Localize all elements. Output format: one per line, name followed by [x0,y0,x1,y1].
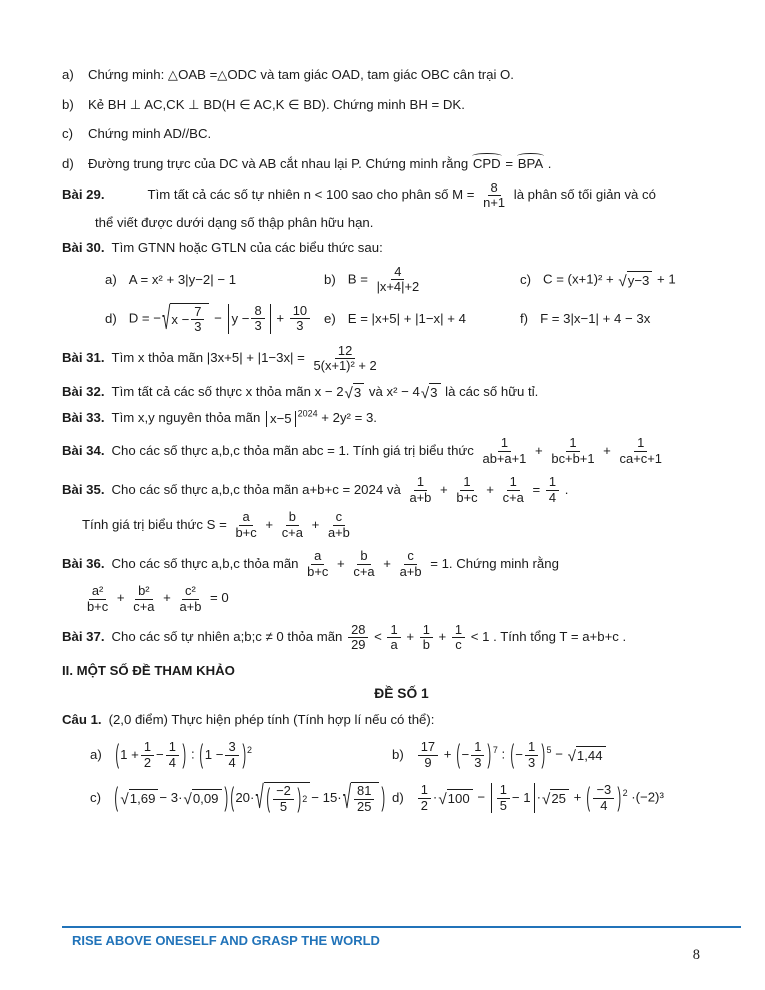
fraction: $\frac{12}{\text{5(x+1)² + 2}}$ [313,342,377,374]
angle-arc: BPA [517,155,544,171]
problem-label: Bài 33. [62,410,105,426]
doc-line [62,215,741,232]
fraction: $\frac{10}{3}$ [290,304,310,334]
line-text: Cho các số thực a,b,c thỏa mãn $\frac{a}{b+c}$ + $\frac{b}{c+a}$ + $\frac{c}{a+b}$ = 1. Chứng minh rằng [111,548,559,579]
fraction: $\frac{7}{3}$ [191,305,204,335]
math-cell [520,311,741,328]
exercise-row [62,302,741,338]
line-text: Đường trung trực của DC và AB cắt nhau lại P. Chứng minh rằng CPD = BPA . [88,155,552,171]
fraction: $\frac{4}{|x+4|+2}$ [376,263,420,295]
paren-group: ( √ 1,69 − 3· √ 0,09 ) [114,781,228,812]
fraction: $\frac{1}{2}$ [418,783,431,813]
problem-label: Bài 35. [62,481,105,497]
fraction: $\frac{1}{ca+c+1}$ [619,435,662,466]
item-label: b) [324,271,336,287]
sqrt: √ x − $\frac{7}{3}$ [162,303,209,335]
paren-group: ( $\frac{-2}{5}$ ) [266,782,301,814]
doc-line [62,549,741,579]
doc-line [62,126,741,143]
formula [113,781,387,817]
item-label: c) [90,789,101,805]
math-cell [62,781,392,817]
fraction: $\frac{a}{b+c}$ [235,509,257,540]
fraction: $\frac{\text{c²}}{a+b}$ [179,583,202,614]
fraction: $\frac{3}{4}$ [225,740,238,770]
formula: A = x² + 3|y−2| − 1 [128,271,237,287]
doc-line [62,584,741,614]
sqrt: √ 3 [421,383,441,402]
fraction: $\frac{a}{b+c}$ [307,548,329,579]
math-cell [392,783,741,813]
paren-group: ( 1 + $\frac{1}{2}$ − $\frac{1}{4}$ ) [115,738,186,770]
math-cell [62,272,324,289]
doc-line [62,436,741,466]
formula: D = − √ x − $\frac{7}{3}$ − y − $\frac{8}{3}$ + $\frac{10}{3}$ [129,303,312,335]
sqrt: √ 0,09 [184,789,222,808]
line-text: Tính giá trị biểu thức S = $\frac{a}{b+c}$ + $\frac{b}{c+a}$ + $\frac{c}{a+b}$ [82,517,355,532]
fraction: $\frac{17}{9}$ [418,740,438,770]
sqrt: √ 25 [542,789,569,808]
formula: C = (x+1)² + √ y−3 + 1 [543,271,676,290]
fraction: $\frac{1}{3}$ [471,740,484,770]
fraction: $\frac{b}{c+a}$ [353,548,375,579]
exercise-row [62,265,741,295]
math-cell [520,271,741,290]
line-text: Cho các số tự nhiên a;b;c ≠ 0 thỏa mãn $\frac{28}{29}$ < $\frac{1}{a}$ + $\frac{1}{b}$ + $\frac{1}{c}$ < 1 . Tính tổng T = a+b+c . [111,621,627,653]
fraction: $\frac{c}{a+b}$ [327,509,350,540]
line-text: $\frac{\text{a²}}{b+c}$ + $\frac{\text{b²}}{c+a}$ + $\frac{\text{c²}}{a+b}$ = 0 [82,590,229,605]
fraction: $\frac{\text{a²}}{b+c}$ [87,583,109,614]
doc-line [62,475,741,505]
paren-group: ( $\frac{-3}{4}$ ) [586,781,622,813]
problem-label: Bài 29. [62,187,105,203]
exercise-row [62,781,741,817]
doc-line [62,344,741,374]
fraction: $\frac{8}{n+1}$ [483,180,506,211]
page-number: 8 [692,947,700,963]
formula: ( 1 + $\frac{1}{2}$ − $\frac{1}{4}$ ) : ( 1 − $\frac{3}{4}$ ) $^2$ [115,738,253,770]
fraction: $\frac{c}{a+b}$ [399,548,422,579]
fraction: $\frac{-2}{5}$ [273,784,294,814]
item-label: e) [324,310,336,326]
problem-label: Bài 37. [62,629,105,645]
doc-line [62,712,741,729]
line-text: Chứng minh AD//BC. [88,126,212,141]
doc-line [62,97,741,114]
problem-label: Bài 32. [62,383,105,399]
math-cell [62,302,324,338]
item-label: a) [62,67,74,82]
sqrt: √ y−3 [618,271,652,290]
problem-label: Câu 1. [62,711,102,727]
formula: F = 3|x−1| + 4 − 3x [540,310,651,326]
sqrt: √ 3 [345,383,365,402]
fraction: $\frac{28}{29}$ [348,623,368,653]
fraction: $\frac{\text{b²}}{c+a}$ [133,583,155,614]
item-label: d) [392,789,404,805]
item-label: c) [62,126,73,141]
doc-line [62,383,741,402]
abs-group: y − $\frac{8}{3}$ [228,304,271,334]
document-body [62,54,741,817]
doc-line [62,510,741,540]
sqrt: √ 1,44 [568,746,606,765]
fraction: $\frac{1}{bc+b+1}$ [551,435,595,466]
formula: E = |x+5| + |1−x| + 4 [347,310,466,326]
formula: $\frac{17}{9}$ + ( − $\frac{1}{3}$ ) $^7$ : ( − $\frac{1}{3}$ ) $^5$ − √ 1,44 [416,740,607,770]
item-label: b) [392,746,404,762]
problem-label: Bài 30. [62,240,105,256]
problem-label: Bài 31. [62,350,105,366]
item-label: c) [520,271,531,287]
doc-line [62,685,741,702]
line-text: Tìm GTNN hoặc GTLN của các biểu thức sau: [111,240,383,256]
fraction: $\frac{1}{ab+a+1}$ [482,435,527,466]
math-cell [392,740,741,770]
line-text: ĐỀ SỐ 1 [374,686,429,702]
item-label: f) [520,310,529,326]
line-text: Tìm tất cả các số thực x thỏa mãn x − 2 √ 3 và x² − 4 √ 3 là các số hữu tỉ. [111,383,539,402]
line-text: II. MỘT SỐ ĐỀ THAM KHẢO [62,662,235,678]
line-text: Cho các số thực a,b,c thỏa mãn a+b+c = 2024 và $\frac{1}{a+b}$ + $\frac{1}{b+c}$ + $\frac{1}{c+a}$ = $\frac{1}{4}$ . [111,474,569,505]
doc-line [62,410,741,427]
doc-line [62,623,741,653]
fraction: $\frac{1}{3}$ [525,740,538,770]
doc-line [62,663,741,680]
fraction: $\frac{1}{c}$ [452,623,465,653]
doc-line [62,156,741,173]
fraction: $\frac{1}{c+a}$ [502,474,524,505]
line-text: Chứng minh: △OAB =△ODC và tam giác OAD, tam giác OBC cân trại O. [88,67,514,82]
exercise-row [62,740,741,770]
abs-group: x−5 [266,411,296,428]
footer-motto: RISE ABOVE ONESELF AND GRASP THE WORLD [72,933,380,948]
math-cell [62,740,392,770]
fraction: $\frac{81}{25}$ [354,784,374,814]
formula: $\frac{1}{2}$ · √ 100 − $\frac{1}{5}$ − 1 · √ 25 + ( $\frac{-3}{4}$ ) $^2$ ·(−2)³ [416,783,664,813]
angle-arc: CPD [472,155,501,171]
fraction: $\frac{1}{4}$ [166,740,179,770]
fraction: $\frac{-3}{4}$ [593,783,614,813]
sqrt: √ 100 [438,789,472,808]
doc-line [62,67,741,84]
abs-group: $\frac{1}{5}$ − 1 [491,783,535,813]
doc-line [62,240,741,257]
fraction: $\frac{1}{4}$ [546,475,559,505]
doc-line [62,181,741,211]
item-label: b) [62,96,74,112]
paren-group: ( − $\frac{1}{3}$ ) [510,738,546,770]
math-cell [324,265,520,295]
fraction: $\frac{1}{b+c}$ [456,474,478,505]
fraction: $\frac{8}{3}$ [251,304,264,334]
footer-divider [62,926,741,928]
item-label: a) [90,746,102,762]
line-text: Kẻ BH ⊥ AC,CK ⊥ BD(H ∈ AC,K ∈ BD). Chứng minh BH = DK. [88,96,465,112]
line-text: Tìm x,y nguyên thỏa mãn x−5 $^{2024}$ + 2y² = 3. [111,408,377,426]
sqrt: √ $\frac{81}{25}$ [343,782,380,814]
paren-group: ( − $\frac{1}{3}$ ) [456,738,492,770]
line-text: Tìm x thỏa mãn |3x+5| + |1−3x| = $\frac{12}{\text{5(x+1)² + 2}}$ [112,350,382,365]
sqrt: √ 1,69 [120,789,158,808]
problem-label: Bài 36. [62,555,105,571]
fraction: $\frac{1}{a}$ [387,623,400,653]
math-cell [324,311,520,328]
paren-group: ( 1 − $\frac{3}{4}$ ) [199,738,246,770]
fraction: $\frac{b}{c+a}$ [281,509,303,540]
fraction: $\frac{1}{b}$ [420,623,433,653]
paren-group: ( 20· √ ( $\frac{-2}{5}$ ) 2 − 15· √ $\frac{81}{25}$ ) [230,781,386,817]
line-text: Tìm tất cả các số tự nhiên n < 100 sao cho phân số M = $\frac{8}{n+1}$ là phân số tối giản và có [147,180,656,211]
item-label: d) [62,155,74,171]
fraction: $\frac{1}{a+b}$ [409,474,432,505]
item-label: d) [105,310,117,326]
fraction: $\frac{1}{2}$ [141,740,154,770]
fraction: $\frac{1}{5}$ [497,783,510,813]
line-text: (2,0 điểm) Thực hiện phép tính (Tính hợp lí nếu có thể): [108,711,435,727]
line-text: Cho các số thực a,b,c thỏa mãn abc = 1. Tính giá trị biểu thức $\frac{1}{ab+a+1}$ + $\frac{1}{bc+b+1}$ + $\frac{1}{ca+c+1}$ [112,443,667,458]
formula: B = $\frac{4}{|x+4|+2}$ [348,265,424,295]
line-text: thể viết được dưới dạng số thập phân hữu hạn. [95,214,374,230]
item-label: a) [105,271,117,287]
sqrt: √ ( $\frac{-2}{5}$ ) 2 [255,782,310,814]
problem-label: Bài 34. [62,442,105,458]
